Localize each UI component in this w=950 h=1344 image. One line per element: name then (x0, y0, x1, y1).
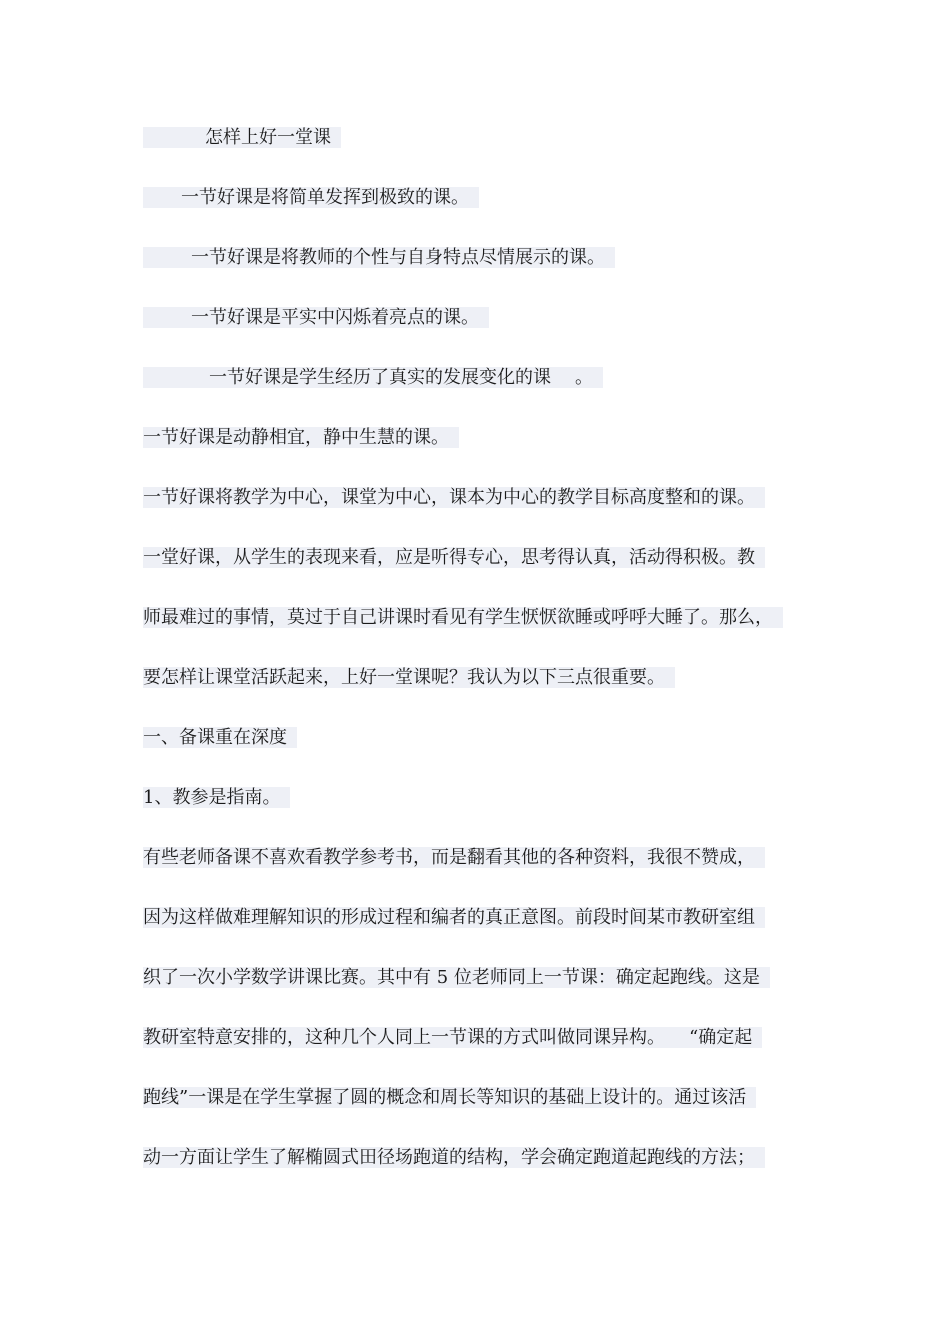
line-text: 一节好课是学生经历了真实的发展变化的课 (143, 367, 575, 388)
line-text: 教研室特意安排的，这种几个人同上一节课的方式叫做同课异构。 (143, 1027, 689, 1048)
paragraph-line (143, 186, 479, 210)
subsection-heading (143, 786, 290, 810)
line-text: “确定起 (689, 1027, 762, 1048)
line-text: 一节好课是将教师的个性与自身特点尽情展示的课。 (143, 247, 615, 268)
section-heading (143, 726, 297, 750)
line-text: 因为这样做难理解知识的形成过程和编者的真正意图。前段时间某市教研室组 (143, 907, 765, 928)
paragraph-line (143, 246, 615, 270)
paragraph-line (143, 546, 765, 570)
line-text: 一节好课将教学为中心，课堂为中心，课本为中心的教学目标高度整和的课。 (143, 487, 765, 508)
line-text: 一堂好课，从学生的表现来看，应是听得专心，思考得认真，活动得积极。教 (143, 547, 765, 568)
paragraph-line (143, 846, 765, 870)
paragraph-line (143, 306, 489, 330)
line-text: 一节好课是动静相宜，静中生慧的课。 (143, 427, 459, 448)
paragraph-line (143, 606, 783, 630)
line-text: 一节好课是将简单发挥到极致的课。 (143, 187, 479, 208)
paragraph-line (143, 1086, 756, 1110)
title-text: 怎样上好一堂课 (143, 127, 341, 148)
line-text: 一节好课是平实中闪烁着亮点的课。 (143, 307, 489, 328)
line-text: 跑线”一课是在学生掌握了圆的概念和周长等知识的基础上设计的。通过该活 (143, 1087, 756, 1108)
line-text: 师最难过的事情，莫过于自己讲课时看见有学生恹恹欲睡或呼呼大睡了。那么， (143, 607, 783, 628)
document-title (143, 126, 341, 150)
line-text: 要怎样让课堂活跃起来，上好一堂课呢？我认为以下三点很重要。 (143, 667, 675, 688)
line-text: 。 (575, 367, 603, 388)
paragraph-line (143, 666, 675, 690)
line-text: 有些老师备课不喜欢看教学参考书，而是翻看其他的各种资料，我很不赞成， (143, 847, 765, 868)
line-text: 动一方面让学生了解椭圆式田径场跑道的结构，学会确定跑道起跑线的方法； (143, 1147, 765, 1168)
paragraph-line (143, 906, 765, 930)
paragraph-line (143, 966, 770, 990)
paragraph-line (143, 1026, 762, 1050)
heading-text: 1、教参是指南。 (143, 787, 290, 808)
heading-text: 一、备课重在深度 (143, 727, 297, 748)
paragraph-line (143, 486, 765, 510)
paragraph-line (143, 1146, 765, 1170)
paragraph-line (143, 366, 603, 390)
paragraph-line (143, 426, 459, 450)
line-text: 织了一次小学数学讲课比赛。其中有 5 位老师同上一节课：确定起跑线。这是 (143, 967, 770, 988)
